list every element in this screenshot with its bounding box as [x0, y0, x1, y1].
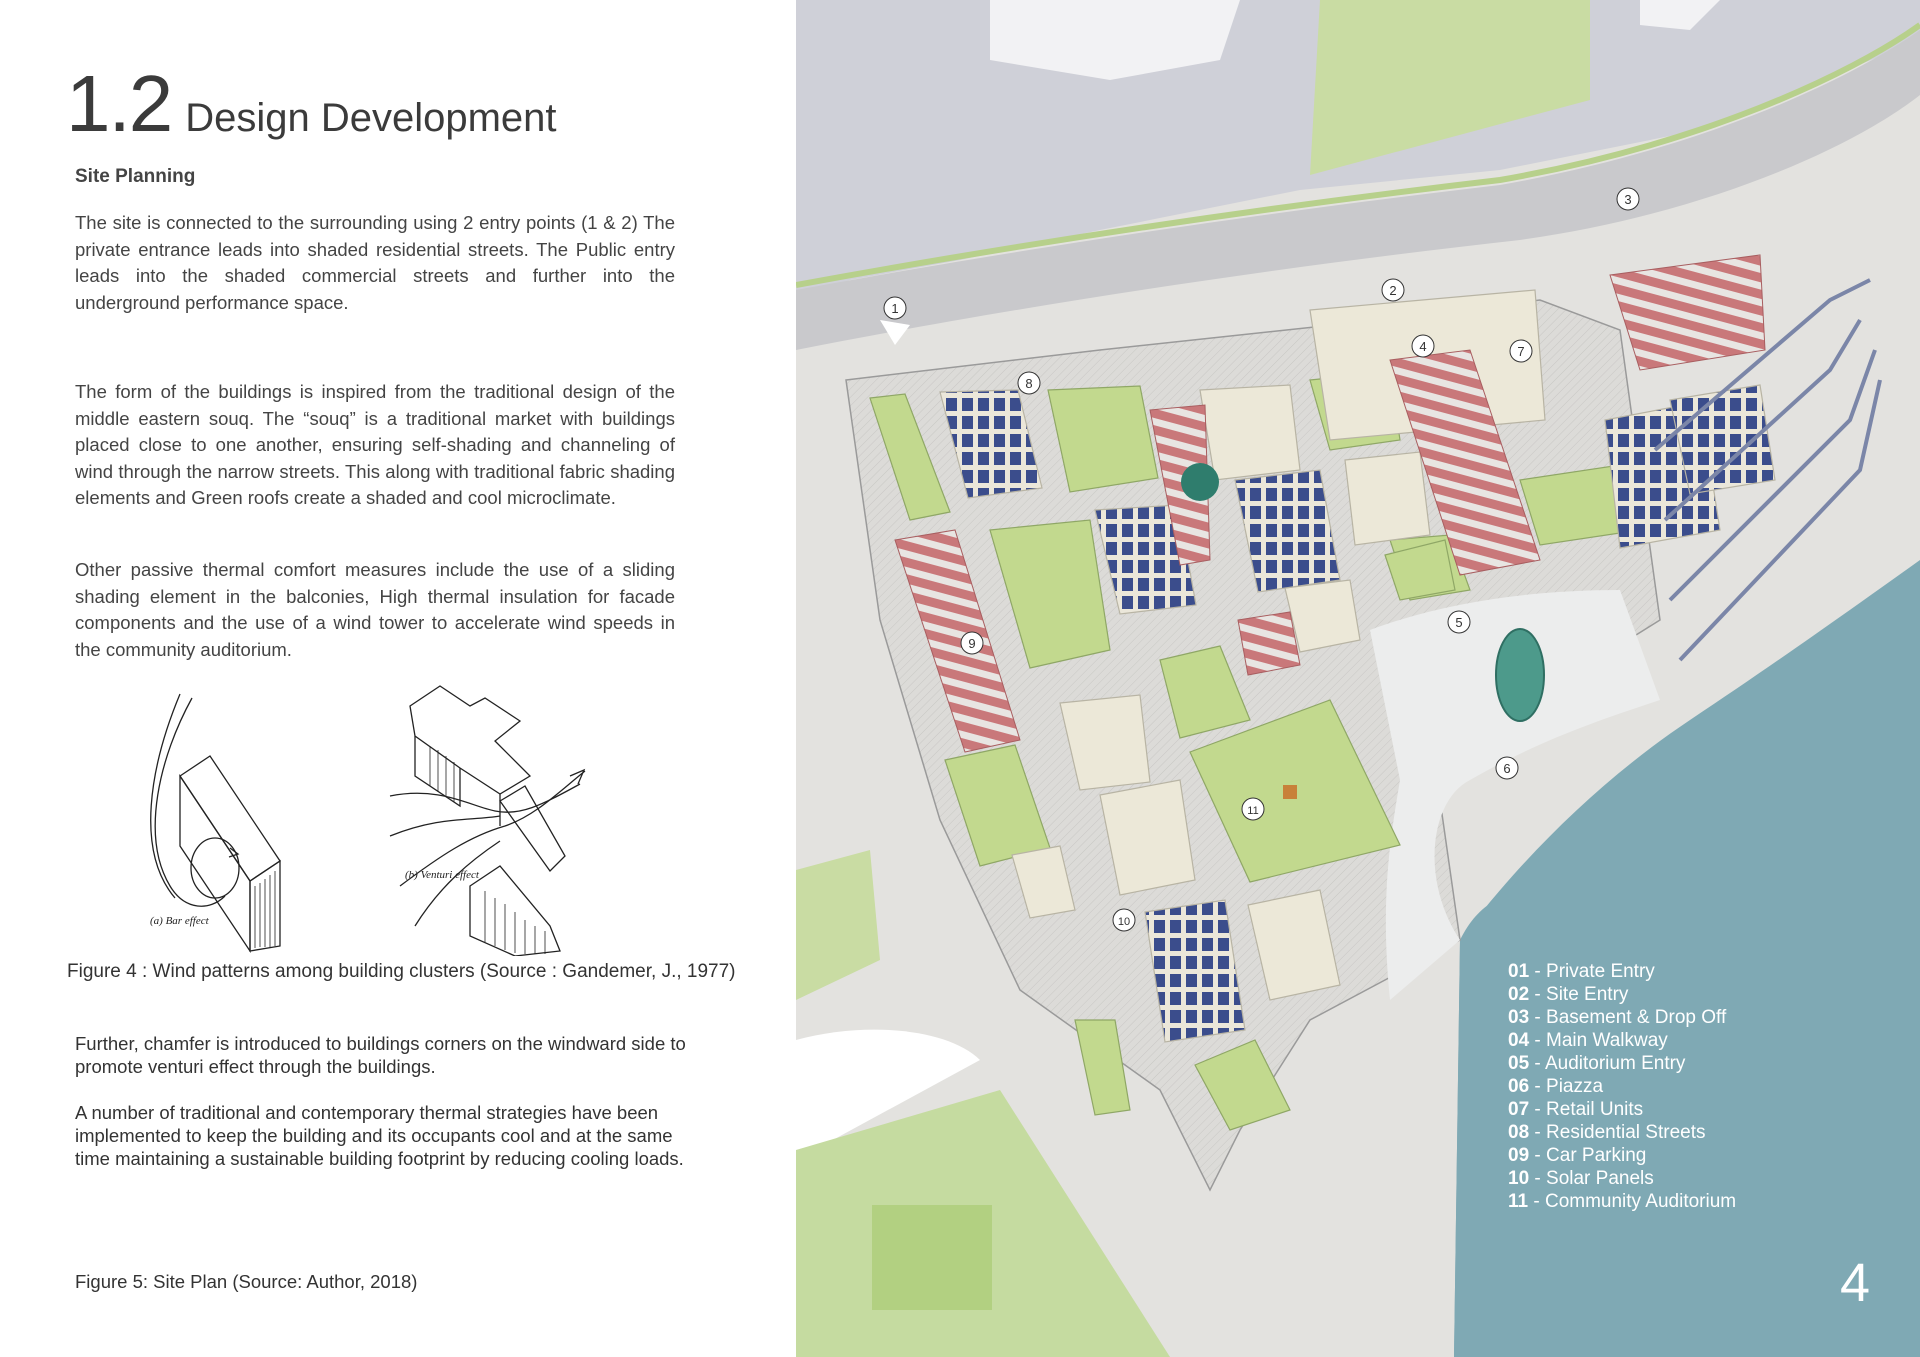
svg-text:9: 9 [968, 636, 976, 651]
legend-item: 10 - Solar Panels [1508, 1168, 1654, 1189]
legend-item: 07 - Retail Units [1508, 1099, 1644, 1120]
figure5-caption: Figure 5: Site Plan (Source: Author, 2018) [75, 1271, 418, 1292]
section-number: 1.2 [66, 59, 172, 148]
figure4-caption: Figure 4 : Wind patterns among building clusters (Source : Gandemer, J., 1977) [67, 961, 736, 982]
legend-item: 04 - Main Walkway [1508, 1030, 1668, 1051]
text-column [0, 0, 796, 1357]
legend-item: 09 - Car Parking [1508, 1145, 1647, 1166]
marker-3 [1617, 188, 1639, 210]
legend-item: 01 - Private Entry [1508, 961, 1655, 982]
page-title [66, 58, 557, 150]
bar-effect-label: (a) Bar effect [150, 915, 209, 927]
site-planning-heading: Site Planning [75, 166, 196, 187]
paragraph-entry-points: The site is connected to the surrounding using 2 entry points (1 & 2) The private entrance leads into shaded residential streets. The Public entry leads into the shaded commercial streets and further into the underground performance space. [75, 212, 675, 313]
marker-4 [1412, 335, 1434, 357]
svg-text:2: 2 [1389, 283, 1397, 298]
paragraph-strategies: A number of traditional and contemporary thermal strategies have been implemented to keep the building and its occupants cool and at the same time maintaining a sustainable building footprint by reducing cooling loads. [75, 1102, 684, 1169]
building-block [1345, 452, 1430, 545]
legend-item: 11 - Community Auditorium [1508, 1191, 1737, 1212]
legend-item: 03 - Basement & Drop Off [1508, 1007, 1727, 1028]
svg-text:3: 3 [1624, 192, 1632, 207]
legend-item: 06 - Piazza [1508, 1076, 1604, 1097]
page-number: 4 [1840, 1253, 1871, 1313]
building-block [1200, 385, 1300, 480]
paragraph-chamfer: Further, chamfer is introduced to buildings corners on the windward side to promote venturi effect through the buildings. [75, 1033, 686, 1077]
marker-6 [1496, 757, 1518, 779]
svg-text:7: 7 [1517, 344, 1525, 359]
marker-1 [884, 297, 906, 319]
svg-text:1: 1 [891, 301, 899, 316]
svg-text:5: 5 [1455, 615, 1463, 630]
legend-item: 05 - Auditorium Entry [1508, 1053, 1686, 1074]
svg-text:4: 4 [1419, 339, 1427, 354]
paragraph-souq-form: The form of the buildings is inspired from the traditional design of the middle eastern souq. The “souq” is a traditional market with buildings placed close to one another, ensuring self-shading and channeling of wind through the narrow streets. This along with traditional fabric shading elements and Green roofs create a shaded and cool microclimate. [75, 381, 675, 508]
wind-patterns-figure [140, 676, 610, 956]
svg-text:10: 10 [1117, 916, 1131, 928]
legend-item: 02 - Site Entry [1508, 984, 1629, 1005]
svg-text:8: 8 [1025, 376, 1033, 391]
svg-text:11: 11 [1247, 805, 1259, 817]
venturi-effect-label: (b) Venturi effect [405, 869, 479, 881]
section-title: Design Development [185, 96, 557, 140]
marker-7 [1510, 340, 1532, 362]
site-plan-legend [1508, 960, 1736, 1213]
wind-tower [1283, 785, 1297, 799]
svg-text:6: 6 [1503, 761, 1511, 776]
paragraph-passive-measures: Other passive thermal comfort measures include the use of a sliding shading element in the balconies, High thermal insulation for facade components and the use of a wind tower to accelerate wind speeds in the community auditorium. [75, 559, 675, 660]
street-shade [1238, 612, 1300, 675]
marker-5 [1448, 611, 1470, 633]
marker-8 [1018, 372, 1040, 394]
marker-2 [1382, 279, 1404, 301]
marker-9 [961, 632, 983, 654]
marker-11 [1242, 798, 1264, 820]
legend-item: 08 - Residential Streets [1508, 1122, 1706, 1143]
pond [1496, 629, 1544, 721]
fountain [1181, 463, 1219, 501]
site-plan [796, 0, 1920, 1357]
marker-10 [1113, 909, 1135, 931]
